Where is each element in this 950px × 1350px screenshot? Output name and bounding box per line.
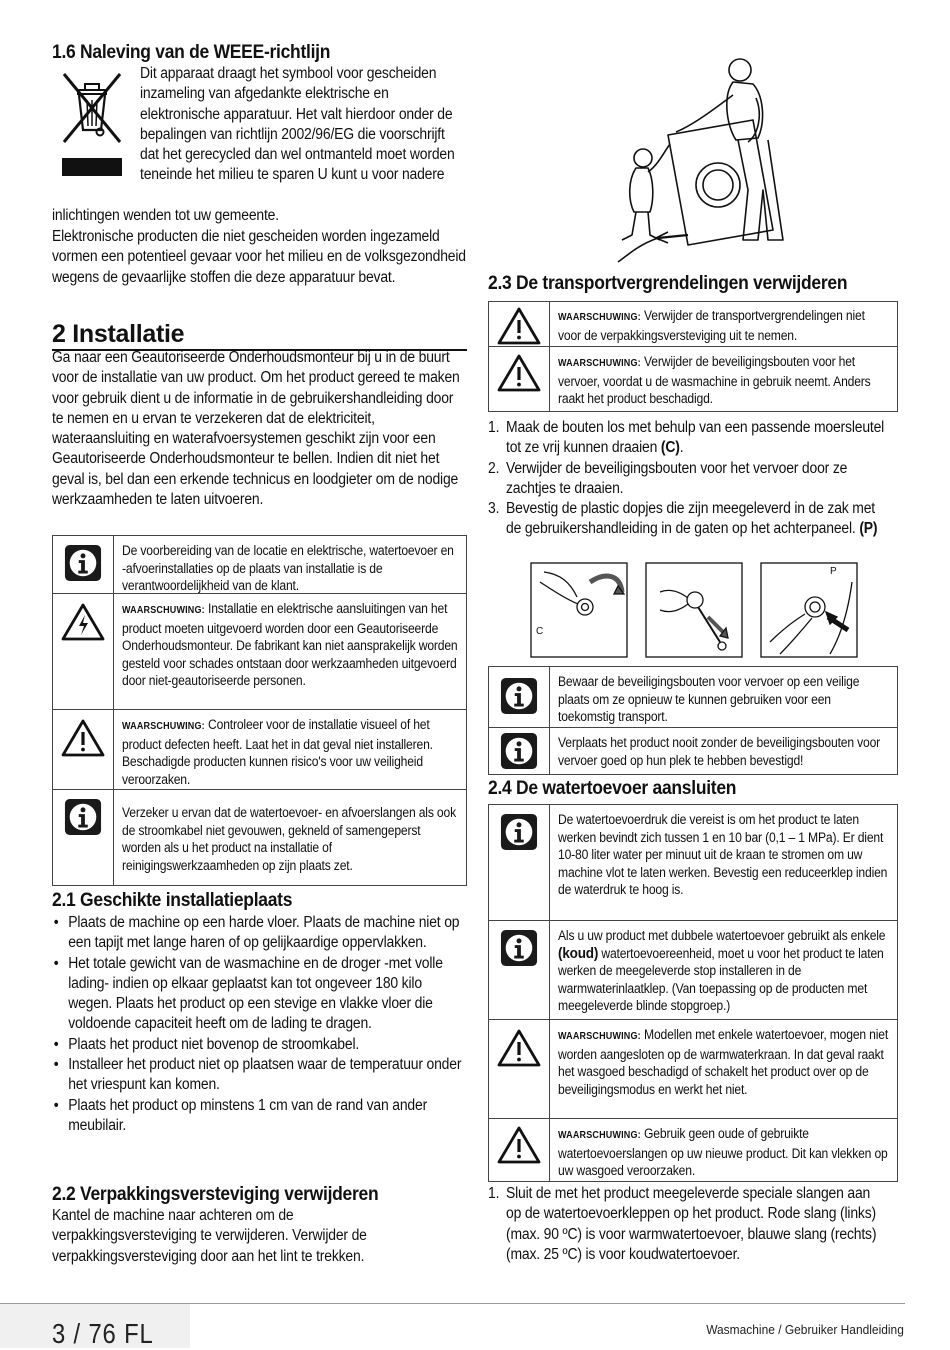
bolts-removal-figures xyxy=(530,562,860,658)
water-supply-steps xyxy=(488,1184,889,1265)
warning-label: WAARSCHUWING: xyxy=(558,1031,641,1042)
warning-label: WAARSCHUWING: xyxy=(122,721,205,732)
note-box xyxy=(488,728,898,775)
weee-symbol xyxy=(58,68,128,185)
warning-label: WAARSCHUWING: xyxy=(558,312,641,323)
warning-text: Controleer voor de installatie visueel of het product defecten heeft. Laat het in dat geval niet installeren. Beschadigde producten kunnen risico's voor uw veiligheid veroorzaken. xyxy=(122,717,433,787)
installation-site-list xyxy=(52,913,462,1136)
installatie-notes xyxy=(52,535,467,886)
info-icon xyxy=(500,813,538,851)
tilting-machine-illustration xyxy=(598,40,828,270)
transport-steps xyxy=(488,418,889,540)
warning-text: Gebruik geen oude of gebruikte watertoevoerslangen op uw nieuwe product. Dit kan vlekken op uw wasgoed veroorzaken. xyxy=(558,1126,888,1178)
page-number: 3 / 76 FL xyxy=(52,1318,154,1349)
section-2-3-notes xyxy=(488,301,898,412)
weee-text-indent: Dit apparaat draagt het symbool voor gescheiden inzameling van afgedankte elektrische en elektronische apparatuur. Het valt hierdoor onder de bepalingen van richtlijn 2002/96/EG die voorschrijft dat het gerecycled dan wel ontmanteld moet worden teneinde het milieu te sparen U kunt u voor nadere xyxy=(140,65,455,184)
warning-box xyxy=(52,710,467,790)
figure-label-c: C xyxy=(536,626,544,637)
note-box xyxy=(488,666,898,728)
weee-text-2: Elektronische producten die niet gescheiden worden ingezameld vormen een potentieel gevaar voor het milieu en de volksgezondheid wegens de gevaarlijke stoffen die deze apparatuur bevat. xyxy=(52,228,466,286)
weee-heading: 1.6 Naleving van de WEEE-richtlijn xyxy=(52,42,331,63)
warning-text: Verwijder de beveiligingsbouten voor het vervoer, voordat u de wasmachine in gebruik neemt. Anders raakt het product beschadigd. xyxy=(558,354,871,406)
note-text: Verplaats het product nooit zonder de beveiligingsbouten voor vervoer goed op hun plek te hebben bevestigd! xyxy=(558,735,881,768)
info-icon xyxy=(64,544,102,582)
installatie-heading: 2 Installatie xyxy=(52,320,467,351)
note-text: De voorbereiding van de locatie en elektrische, watertoevoer en -afvoerinstallaties op de plaats van installatie is de verantwoordelijkheid van de klant. xyxy=(122,543,454,593)
note-box xyxy=(52,790,467,886)
weee-text-end: inlichtingen wenden tot uw gemeente. xyxy=(52,207,279,224)
warning-text: Verwijder de transportvergrendelingen niet voor de verpakkingsversteviging uit te nemen. xyxy=(558,308,865,343)
note-text: De watertoevoerdruk die vereist is om het product te laten werken bevindt zich tussen 1 en 10 bar (0,1 – 1 MPa). Er dient 10-80 liter water per minuut uit de kraan te stromen om uw machine vlot te laten werken. Bevestig een reduceerklep indien de waterdruk te hoog is. xyxy=(558,812,888,897)
step-item: 3. Bevestig de plastic dopjes die zijn meegeleverd in de zak met de gebruikershandleiding in de gaten op het achterpaneel. (P) xyxy=(488,500,878,538)
warning-label: WAARSCHUWING: xyxy=(558,358,641,369)
warning-text: Modellen met enkele watertoevoer, mogen niet worden aangesloten op de warmwaterkraan. In dat geval raakt het wasgoed beschadigd of schakelt het product over op de beveiligingsmodus en werkt het niet. xyxy=(558,1027,889,1097)
footer-page-block xyxy=(0,1304,190,1348)
note-box xyxy=(52,535,467,594)
bolts-illustration xyxy=(530,562,860,658)
step-item: 1. Maak de bouten los met behulp van een passende moersleutel tot ze vrij kunnen draaien (C). xyxy=(488,419,885,457)
info-icon xyxy=(500,929,538,967)
step-item: 2. Verwijder de beveiligingsbouten voor het vervoer door ze zachtjes te draaien. xyxy=(488,459,848,497)
warning-text: Installatie en elektrische aansluitingen van het product moeten uitgevoerd worden door een Geautoriseerde Onderhoudsmonteur. De fabrikant kan niet aansprakelijk worden gesteld voor schades ontstaan door werkzaamheden uitgevoerd door niet-geautoriseerde personen. xyxy=(122,601,458,688)
section-2-4-notes xyxy=(488,804,898,1182)
warning-icon xyxy=(497,1028,541,1068)
warning-icon xyxy=(497,306,541,346)
list-item: • Plaats het product niet bovenop de stroomkabel. xyxy=(52,1035,462,1055)
installatie-intro: Ga naar een Geautoriseerde Onderhoudsmonteur bij u in de buurt voor de installatie van uw product. Om het product gereed te maken voor gebruik dient u de informatie in de gebruikershandleiding door te nemen en u ervan te verzekeren dat de elektriciteit, wateraansluiting en waterafvoersystemen geschikt zijn voor een Geautoriseerde Onderhoudsmonteur te bellen. Indien dit niet het geval is, bel dan een erkende technicus en loodgieter om de nodige werkzaamheden te laten uitvoeren. xyxy=(52,349,460,509)
warning-box xyxy=(52,594,467,710)
warning-icon xyxy=(497,1125,541,1165)
list-item: • Plaats de machine op een harde vloer. Plaats de machine niet op een tapijt met lange haren of op gelijkaardige oppervlakken. xyxy=(52,913,462,954)
note-text: Bewaar de beveiligingsbouten voor vervoer op een veilige plaats om ze opnieuw te kunnen gebruiken voor een toekomstig transport. xyxy=(558,674,860,724)
info-icon xyxy=(500,677,538,715)
info-icon xyxy=(64,798,102,836)
footer-title: Wasmachine / Gebruiker Handleiding xyxy=(706,1322,904,1337)
list-item: • Plaats het product op minstens 1 cm van de rand van ander meubilair. xyxy=(52,1096,462,1137)
warning-label: WAARSCHUWING: xyxy=(122,605,205,616)
crossed-bin-icon xyxy=(58,68,126,180)
info-icon xyxy=(500,732,538,770)
section-2-4-heading: 2.4 De watertoevoer aansluiten xyxy=(488,778,737,799)
warning-icon xyxy=(61,718,105,758)
figure-label-p: P xyxy=(830,566,837,577)
step-item: 1. Sluit de met het product meegeleverde speciale slangen aan op de watertoevoerkleppen op het product. Rode slang (links) (max. 90 ºC) is voor warmwatertoevoer, blauwe slang (rechts) (max. 25 ºC) is voor koudwatertoevoer. xyxy=(488,1185,877,1263)
section-2-2-text: Kantel de machine naar achteren om de verpakkingsversteviging te verwijderen. Verwijder de verpakkingsversteviging door aan het lint te trekken. xyxy=(52,1207,367,1265)
warning-box xyxy=(488,347,898,412)
section-2-3-notes-2 xyxy=(488,666,898,775)
tilting-machine-image xyxy=(598,40,828,265)
section-2-3-heading: 2.3 De transportvergrendelingen verwijderen xyxy=(488,273,848,294)
note-box: Als u uw product met dubbele watertoevoer gebruikt als enkele (koud) watertoevoereenheid, moet u voor het product te laten werken de meegeleverde stop installeren in de warmwaterinlaatklep. (Van toepassing op de producten met meegeleverde blinde stopgroep.) xyxy=(488,921,898,1020)
warning-icon xyxy=(497,353,541,393)
electric-warning-icon xyxy=(61,602,105,642)
list-item: • Het totale gewicht van de wasmachine en de droger -met volle lading- indien op elkaar geplaatst kan tot ongeveer 180 kilo wegen. Plaats het product op een stevige en vlakke vloer die voldoende capaciteit heeft om de lading te dragen. xyxy=(52,954,462,1035)
section-2-2-heading: 2.2 Verpakkingsversteviging verwijderen xyxy=(52,1184,379,1205)
warning-label: WAARSCHUWING: xyxy=(558,1130,641,1141)
warning-box xyxy=(488,301,898,347)
list-item: • Installeer het product niet op plaatsen waar de temperatuur onder het vriespunt kan komen. xyxy=(52,1055,462,1096)
note-text: Verzeker u ervan dat de watertoevoer- en afvoerslangen als ook de stroomkabel niet gevouwen, gekneld of samengeperst worden als u het product na installatie of reinigingswerkzaamheden op zijn plaats zet. xyxy=(122,805,456,873)
note-box xyxy=(488,804,898,921)
warning-box xyxy=(488,1119,898,1182)
warning-box xyxy=(488,1020,898,1119)
section-2-1-heading: 2.1 Geschikte installatieplaats xyxy=(52,890,293,911)
